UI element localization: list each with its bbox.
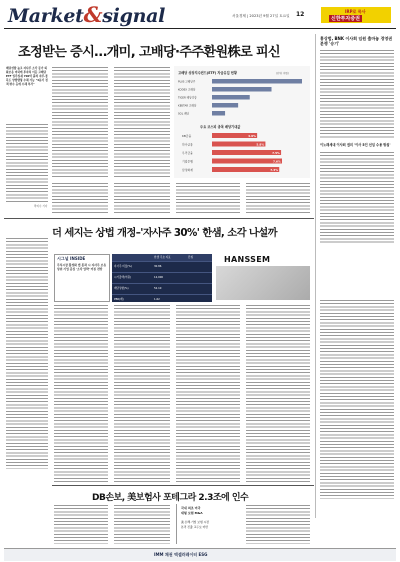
- bar: [212, 103, 238, 108]
- hanssem-box: [112, 254, 312, 302]
- bar: [212, 159, 282, 164]
- article-2-col-a: [54, 304, 108, 482]
- section-title: [8, 2, 165, 27]
- table-cell: 52.10: [154, 287, 162, 290]
- ad-top-line2: 신한투자증권: [331, 16, 360, 22]
- table-cell: [188, 262, 208, 272]
- section-rule-1: [4, 218, 314, 219]
- hanssem-photo: [216, 266, 310, 300]
- bar: [212, 150, 281, 155]
- data-label: 7.3%: [270, 167, 279, 172]
- masthead-rule: [4, 28, 396, 29]
- ad-bottom: [4, 548, 396, 561]
- table-cell: 자사주 비율(%): [114, 265, 132, 268]
- page-number: 12: [296, 11, 305, 18]
- bar: [212, 87, 272, 92]
- ad-bottom-text: IMM 채권 액셀러레이터 ESG: [154, 552, 208, 557]
- tick-label: KBSTAR 고배당: [178, 104, 197, 108]
- tick-label: KB금융: [182, 133, 192, 138]
- right-col-top-subtitle: 이노래세대 이사회 결의 '이사 5인 선임 수용 방침': [320, 143, 391, 148]
- tick-label: 삼성화재: [182, 167, 193, 172]
- article-1-col-g: [246, 182, 310, 214]
- hanssem-table: [112, 254, 212, 302]
- header-cell-2: 단위: [188, 256, 194, 259]
- table-row: [112, 261, 212, 272]
- ad-top: [321, 7, 391, 23]
- bar: [212, 95, 250, 100]
- table-row: [112, 272, 212, 283]
- headline-3: DB손보, 美보험사 포테그라 2.3조에 인수: [92, 493, 249, 503]
- tick-label: 하나금융: [182, 142, 193, 147]
- box-line-2: 대형 보험 M&A: [181, 511, 203, 515]
- tick-label: KODEX 고배당: [178, 88, 196, 92]
- ad-top-line1: IRP로 목사: [345, 9, 366, 14]
- article-2-col-c: [176, 304, 240, 482]
- headline-2: 더 세지는 상법 개정–'자사주 30%' 한샘, 소각 나설까: [52, 227, 277, 239]
- inside-label: 시그널 INSIDE: [57, 256, 86, 261]
- box-line-3: 美 손해·기업 보험 시장: [181, 520, 209, 524]
- right-col-top: [320, 36, 394, 243]
- article-3-col-c: [246, 504, 310, 544]
- masthead-date: 서울경제 | 2023년 9월 27일 토요일: [232, 14, 290, 18]
- article-1-col-c: [114, 66, 170, 178]
- data-label: 4.9%: [248, 133, 256, 138]
- right-col-top-body: [320, 49, 394, 139]
- chart-block: [52, 66, 310, 178]
- data-label: 7.6%: [273, 159, 281, 164]
- bar: [212, 167, 279, 172]
- masthead: [4, 2, 396, 28]
- right-col-2-body: [320, 299, 394, 499]
- table-row: [112, 283, 212, 294]
- column-divider: [315, 34, 316, 518]
- article-3-box: [176, 504, 237, 544]
- tick-label: 기업은행: [182, 159, 193, 164]
- chart-2-title: 주요 코스피 종목 배당기대값: [200, 125, 241, 129]
- table-cell: [188, 273, 208, 283]
- left-col-2: [6, 234, 48, 469]
- article-1-col-d: [52, 182, 108, 214]
- lede-1: [6, 66, 48, 86]
- box-line-1: 국내 최초 미국: [181, 506, 201, 510]
- table-cell: 12,000: [154, 276, 164, 279]
- hanssem-table-header: [112, 254, 212, 261]
- right-col-top-title: 홍상범, BNK 이사회 임원 출마놓 경영권 분쟁 '승기': [320, 36, 393, 47]
- chart-1-unit: (단위: 억원): [276, 72, 289, 75]
- hanssem-logo: HANSSEM: [224, 255, 271, 264]
- article-2-col-b: [114, 304, 170, 482]
- section-title-market: Market: [8, 5, 84, 27]
- tick-label: SOL 배당: [178, 112, 189, 116]
- hanssem-table-body: [112, 261, 212, 305]
- section-rule-2: [52, 485, 314, 486]
- header-cell-1: 한샘 주요 지표: [154, 256, 171, 259]
- right-col-top-body-2: [320, 151, 394, 243]
- article-3-col-b: [114, 504, 170, 544]
- article-1-col-b: [52, 66, 108, 178]
- article-1-col-e: [114, 182, 170, 214]
- bar: [212, 111, 225, 116]
- table-cell: 30.86: [154, 265, 162, 268]
- lede-1-text: 배당성향 높고 자사주 소각 증가 외화보유 여력에 투자처 이동 고배당ETF 일주일새 700억 몰려 자주·종목도 양방향형 수혜 가능 "4분기 정책 변수 등에 수혜 부각": [6, 66, 48, 87]
- section-title-signal: signal: [102, 5, 166, 27]
- table-cell: 배당성향(%): [114, 287, 129, 290]
- data-label: 7.5%: [272, 150, 280, 155]
- header-cell-0: [112, 254, 154, 261]
- bar: [212, 79, 302, 84]
- table-cell: 1.62: [154, 298, 160, 301]
- right-col-2: [320, 296, 394, 499]
- section-title-amp: &: [83, 2, 103, 27]
- article-1-col-f: [176, 182, 240, 214]
- article-1-col-a: [6, 123, 48, 202]
- table-cell: 시가총액(억원): [114, 276, 132, 279]
- article-3-col-a: [54, 504, 108, 544]
- chart-1-title: 고배당 상장지수펀드(ETF) 자금유입 현황: [178, 71, 237, 75]
- table-cell: PBR(배): [114, 298, 124, 301]
- headline-1: 조정받는 증시…개미, 고배당·주주환원株로 피신: [18, 45, 280, 60]
- tick-label: TIGER 배당성장: [178, 96, 197, 100]
- inside-box: [54, 254, 110, 302]
- table-cell: [188, 284, 208, 294]
- byline-1: 박지수 기자: [34, 205, 48, 208]
- box-line-4: 본격 진출 교두보 마련: [181, 525, 208, 529]
- data-label: 5.8%: [256, 142, 265, 147]
- inside-text: 주식시장 활성화 법 통과 시 자사주 보유 상위 기업 중심 '소각 압박' 커질 전망: [57, 263, 107, 271]
- article-2-col-d: [246, 304, 310, 482]
- tick-label: PLUS 고배당주: [178, 80, 196, 84]
- tick-label: 우리금융: [182, 150, 193, 155]
- left-col-2-body: [6, 237, 48, 469]
